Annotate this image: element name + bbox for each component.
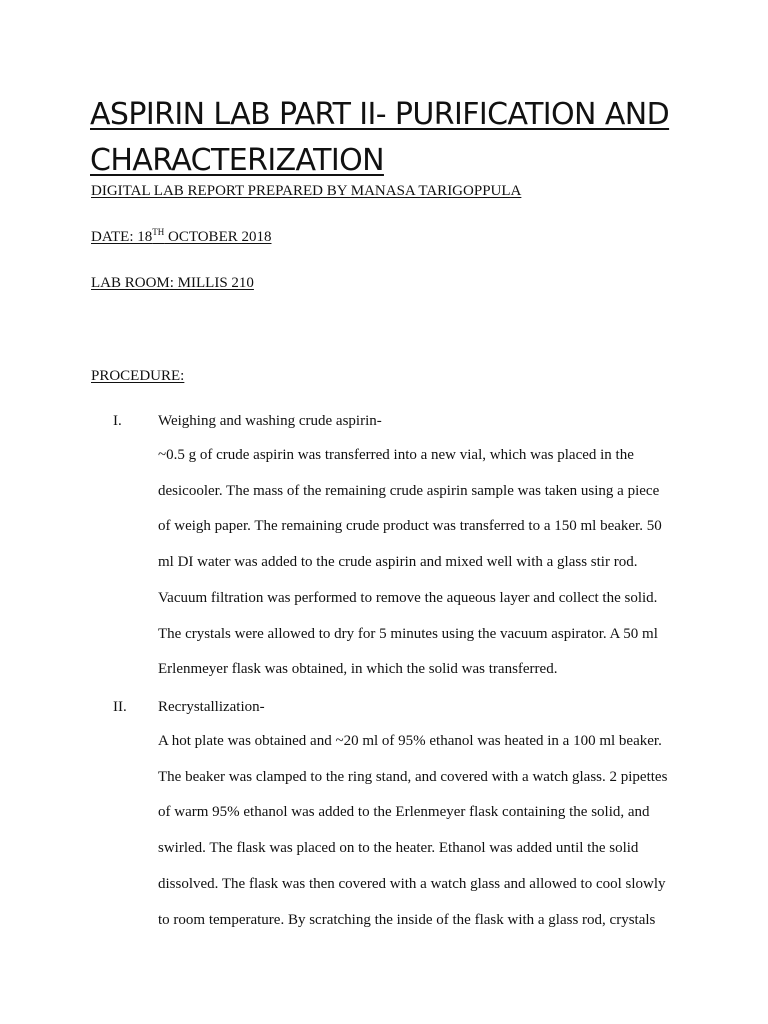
paragraph-line: of weigh paper. The remaining crude product was transferred to a 150 ml beaker. 50 (158, 518, 662, 535)
paragraph-line: of warm 95% ethanol was added to the Erlenmeyer flask containing the solid, and (158, 804, 650, 821)
paragraph-line: ml DI water was added to the crude aspirin and mixed well with a glass stir rod. (158, 554, 638, 571)
document-title: ASPIRIN LAB PART II- PURIFICATION AND CHARACTERIZATION (90, 97, 670, 178)
lab-room-line: LAB ROOM: MILLIS 210 (91, 275, 254, 291)
step-paragraph (158, 724, 678, 938)
paragraph-line: A hot plate was obtained and ~20 ml of 95% ethanol was heated in a 100 ml beaker. (158, 733, 662, 749)
date-suffix: OCTOBER 2018 (164, 229, 272, 245)
step-title: Recrystallization- (158, 699, 265, 715)
paragraph-line: ~0.5 g of crude aspirin was transferred into a new vial, which was placed in the (158, 447, 634, 463)
prepared-by-line: DIGITAL LAB REPORT PREPARED BY MANASA TARIGOPPULA (91, 183, 522, 199)
paragraph-line: desicooler. The mass of the remaining crude aspirin sample was taken using a piece (158, 482, 660, 499)
date-line (91, 227, 271, 247)
step-title: Weighing and washing crude aspirin- (158, 413, 382, 429)
paragraph-line: swirled. The flask was placed on to the heater. Ethanol was added until the solid (158, 840, 639, 857)
date-superscript: TH (152, 227, 165, 237)
paragraph-line: to room temperature. By scratching the inside of the flask with a glass rod, crystals (158, 911, 656, 928)
step-number: II. (113, 699, 127, 715)
paragraph-line: Erlenmeyer flask was obtained, in which the solid was transferred. (158, 661, 558, 678)
paragraph-line: The crystals were allowed to dry for 5 minutes using the vacuum aspirator. A 50 ml (158, 625, 658, 642)
date-prefix: DATE: 18 (91, 229, 153, 245)
paragraph-line: dissolved. The flask was then covered with a watch glass and allowed to cool slowly (158, 875, 666, 892)
procedure-heading: PROCEDURE: (91, 368, 185, 384)
step-number: I. (113, 413, 122, 429)
step-paragraph (158, 438, 678, 688)
paragraph-line: The beaker was clamped to the ring stand, and covered with a watch glass. 2 pipettes (158, 768, 668, 785)
paragraph-line: Vacuum filtration was performed to remove the aqueous layer and collect the solid. (158, 589, 658, 606)
